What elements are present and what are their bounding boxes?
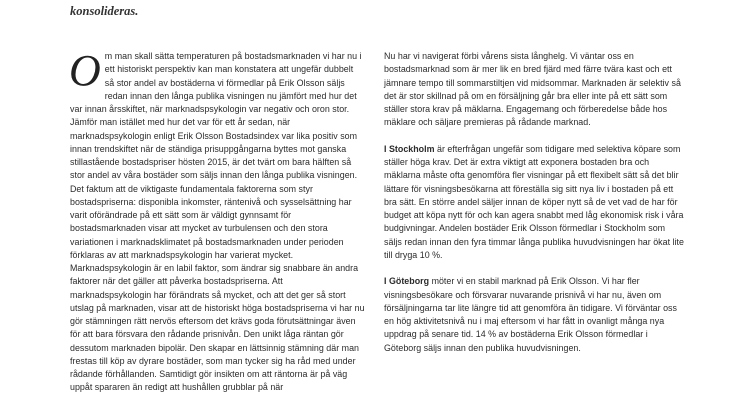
goteborg-paragraph: [384, 275, 684, 355]
goteborg-body: möter vi en stabil marknad på Erik Olsson. Vi har fler visningsbesökare och försvarar nuvarande prisnivå vi har nu, även om försäljningarna tar lite längre tid att genomföra än tidigare. Vi förväntar oss en hög aktivitetsnivå nu i maj eftersom vi har fått in ovanligt många nya uppdrag på senare tid. 14 % av bostäderna Erik Olsson förmedlar i Göteborg säljs innan den publika huvudvisningen.: [384, 276, 677, 353]
intro-paragraph: [69, 46, 365, 395]
right-column: [384, 50, 684, 368]
stockholm-body: är efterfrågan ungefär som tidigare med selektiva köpare som ställer höga krav. Det är extra viktigt att exponera bostaden bra och mäklarna måste ofta genomföra fler visningar på ett flexibelt sätt så det blir lättare för visningsbesökarna att föreställa sig sitt nya liv i bostaden på ett bra sätt. En större andel säljer innan de köper nytt så de vet vad de har för budget att köpa nytt för och kan agera snabbt med låg ekonomisk risk i våra budgivningar. Andelen bostäder Erik Olsson förmedlar i Stockholm som säljs redan innan den fyra timmar långa publika huvudvisningen har ökat lite till dryga 10 %.: [384, 143, 684, 260]
market-paragraph: Nu har vi navigerat förbi vårens sista långhelg. Vi väntar oss en bostadsmarknad som är mer lik en bred fjärd med färre tvära kast och ett jämnare tempo till sommarstiltjen vid midsommar. Marknaden är selektiv så det är stor skillnad på om en försäljning går bra eller inte på ett sätt som ställer stora krav på mäklarna. Engagemang och förberedelse både hos mäklare och säljare premieras på rådande marknad.: [384, 51, 681, 128]
drop-cap: O: [69, 46, 101, 95]
stockholm-paragraph: [384, 143, 684, 262]
left-column: [69, 46, 365, 408]
goteborg-heading: I Göteborg: [384, 276, 430, 287]
stockholm-heading: I Stockholm: [384, 143, 435, 154]
lead-fragment: konsolideras.: [70, 4, 139, 18]
intro-body: m man skall sätta temperaturen på bostadsmarknaden vi har nu i ett historiskt perspektiv kan man konstatera att ungefär dubbelt så stor andel av bostäderna vi förmedlar på Erik Olsson säljs redan innan den långa publika visningen nu jämfört med hur det var innan årsskiftet, när marknadspsykologin var negativ och oron stor. Jämför man istället med hur det var för ett år sedan, när marknadspsykologin enligt Erik Olsson Bostadsindex var lika positiv som innan trendskiftet när de ständiga prisuppgångarna byttes mot ganska stillastående bostadspriser hösten 2015, är det tvärt om bara hälften så stor andel av våra bostäder som säljs innan den långa publika visningen. Det faktum att de viktigaste fundamentala faktorerna som styr bostadspriserna: disponibla inkomster, räntenivå och sysselsättning har varit oförändrade på ett sätt som är väldigt gynnsamt för bostadsmarknaden visar att mycket av turbulensen och den stora variationen i marknadsklimatet på bostadsmarknaden under perioden förklaras av att marknadspsykologin har varierat mycket. Marknadspsykologin är en labil faktor, som ändrar sig snabbare än andra faktorer när det gäller att påverka bostadspriserna. Att marknadspsykologin har förändrats så mycket, och att det ger så stort utslag på marknaden, visar att de historiskt höga bostadspriserna vi har nu gör stämningen rätt nervös eftersom det krävs goda förutsättningar även för att bara försvara den rådande prisnivån. Den unikt låga räntan gör dessutom marknaden bipolär. Den skapar en lättsinnig stämning där man frestas till köp av dyrare bostäder, som man tycker sig ha råd med under rådande förhållanden. Samtidigt gör insikten om att räntorna är på väg uppåt spararen än redigt att hushållen grubblar på när: [70, 51, 365, 393]
